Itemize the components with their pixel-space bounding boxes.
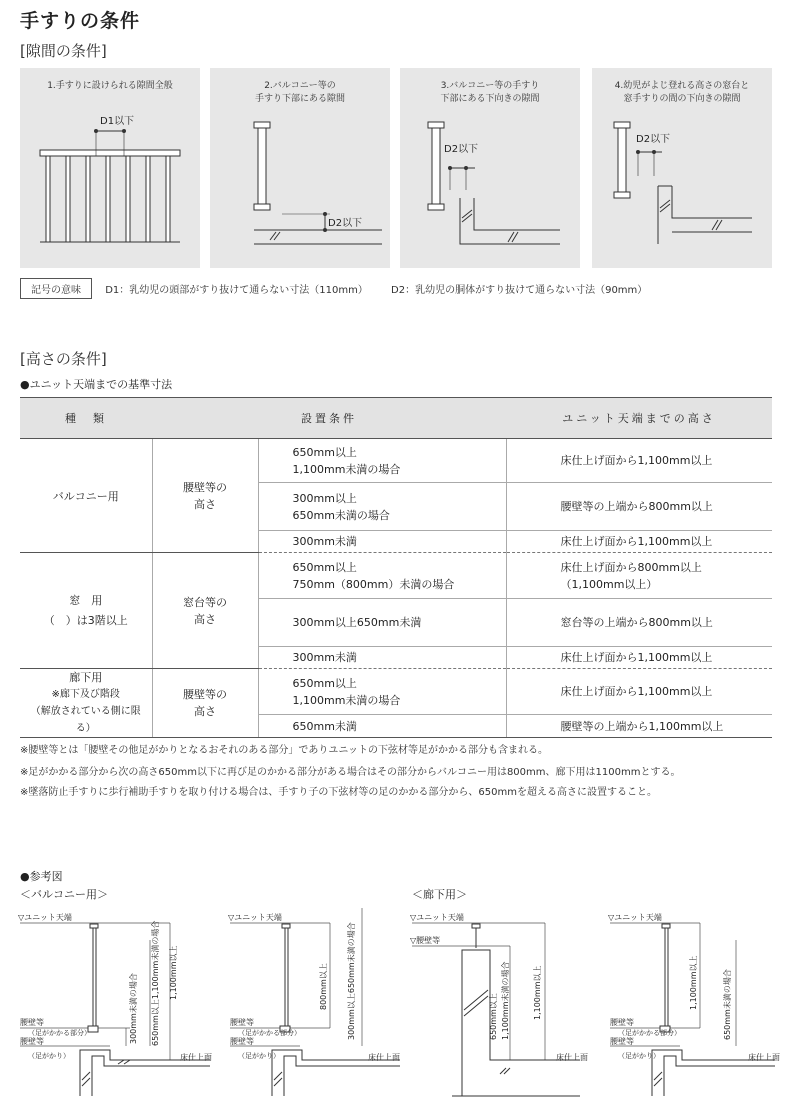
balcony-label: ＜バルコニー用＞ [20, 888, 108, 901]
reference-drawing [0, 900, 800, 1105]
koshikabe-label: 腰壁等 [610, 1018, 634, 1027]
reference-diagrams [0, 900, 800, 1105]
d1-label: D1以下 [100, 116, 135, 127]
legend-d2: D2：乳幼児の胴体がすり抜けて通らない寸法（90mm） [391, 285, 648, 296]
cond-cell: 300mm以上650mm未満 [258, 599, 506, 647]
koshikabe-label: 腰壁等 [230, 1018, 254, 1027]
koshikabe2-label: 腰壁等 [230, 1037, 254, 1046]
gap-panel-4 [592, 68, 772, 268]
header-height: ユニット天端までの高さ [506, 398, 772, 439]
koshikabe-label: 腰壁等 [20, 1018, 44, 1027]
gap-caption-4: 4.幼児がよじ登れる高さの窓台と 窓手すりの間の下向きの隙間 [614, 81, 750, 104]
height-cell: 床仕上げ面から1,100mm以上 [506, 439, 772, 483]
railing-gap-diagram-2 [210, 68, 390, 268]
window-gap-diagram-4 [592, 68, 772, 268]
height-bullet: ●ユニット天端までの基準寸法 [20, 378, 173, 391]
floor-label: 床仕上面 [368, 1053, 400, 1062]
height-table [20, 397, 772, 738]
height-cell: 腰壁等の上端から800mm以上 [506, 483, 772, 531]
note-2: ※足がかかる部分から次の高さ650mm以下に再び足のかかる部分がある場合はその部分からバルコニー用は800mm、廊下用は1100mmとする。 [20, 767, 681, 778]
gap-caption-1: 1.手すりに設けられる隙間全般 [47, 81, 173, 91]
reference-bullet: ●参考図 [20, 870, 63, 883]
koshikabe2-label: 腰壁等 [610, 1037, 634, 1046]
page-title: 手すりの条件 [20, 10, 141, 32]
table-header [20, 398, 772, 439]
cond-cell: 650mm未満 [258, 715, 506, 738]
railing-gap-diagram-3 [400, 68, 580, 268]
corridor-label: ＜廊下用＞ [412, 888, 467, 901]
floor-label: 床仕上面 [748, 1053, 780, 1062]
unit-top-label: ▽ユニット天端 [18, 913, 72, 922]
footing-label: （足がかり） [618, 1052, 660, 1060]
dim-b1-b: 650mm以上1,100mm未満の場合 [151, 920, 160, 1046]
table-row [20, 669, 772, 715]
gap-caption-3: 3.バルコニー等の手すり 下部にある下向きの隙間 [440, 81, 540, 104]
dim-b2-b: 300mm以上650mm未満の場合 [347, 922, 356, 1040]
koshikabe2-label: 腰壁等 [20, 1037, 44, 1046]
cond-cell: 650mm以上 1,100mm未満の場合 [258, 669, 506, 715]
footing-part-label: （足がかかる部分） [238, 1029, 301, 1037]
gap-panel-2 [210, 68, 390, 268]
factor-window: 窓台等の 高さ [152, 553, 258, 669]
corridor-diagram-1 [410, 912, 588, 1096]
cond-cell: 650mm以上 1,100mm未満の場合 [258, 439, 506, 483]
table-row [20, 553, 772, 599]
balcony-diagram-2 [228, 908, 400, 1096]
dim-b2-a: 800mm以上 [319, 963, 328, 1010]
height-cell: 腰壁等の上端から1,100mm以上 [506, 715, 772, 738]
legend-box: 記号の意味 [20, 278, 92, 299]
type-window: 窓 用 （ ）は3階以上 [20, 553, 152, 669]
corridor-diagram-2 [608, 912, 780, 1096]
header-type: 種 類 [20, 398, 152, 439]
dim-c1-c: 1,100mm以上 [533, 965, 542, 1020]
dim-c1-b: 1,100mm未満の場合 [501, 961, 510, 1040]
table-row [20, 439, 772, 483]
gap-panel-3 [400, 68, 580, 268]
unit-top-label: ▽ユニット天端 [410, 913, 464, 922]
height-cell: 床仕上げ面から800mm以上 （1,100mm以上） [506, 553, 772, 599]
type-balcony: バルコニー用 [20, 439, 152, 553]
dim-c2-a: 1,100mm以上 [689, 955, 698, 1010]
note-3: ※墜落防止手すりに歩行補助手すりを取り付ける場合は、手すり子の下弦材等の足のかかる部分から、650mmを超える高さに設置すること。 [20, 787, 657, 798]
gap-caption-2: 2.バルコニー等の 手すり下部にある隙間 [254, 81, 345, 104]
d2-label-4: D2以下 [636, 134, 671, 145]
type-corridor: 廊下用 ※廊下及び階段 （解放されている側に限る） [20, 669, 152, 738]
height-cell: 床仕上げ面から1,100mm以上 [506, 647, 772, 669]
cond-cell: 300mm未満 [258, 647, 506, 669]
dim-c2-b: 650mm未満の場合 [723, 969, 732, 1040]
floor-label: 床仕上面 [180, 1053, 212, 1062]
factor-balcony: 腰壁等の 高さ [152, 439, 258, 553]
header-cond: 設置条件 [152, 398, 506, 439]
legend-d1: D1：乳幼児の頭部がすり抜けて通らない寸法（110mm） [105, 285, 368, 296]
factor-corridor: 腰壁等の 高さ [152, 669, 258, 738]
d2-label-3: D2以下 [444, 144, 479, 155]
dim-b1-c: 1,100mm以上 [169, 945, 178, 1000]
balcony-diagram-1 [18, 912, 212, 1096]
unit-top-label: ▽ユニット天端 [228, 913, 282, 922]
dim-c1-a: 650mm以上 [489, 993, 498, 1040]
footing-part-label: （足がかかる部分） [618, 1029, 681, 1037]
d2-label-2: D2以下 [328, 218, 363, 229]
height-cell: 床仕上げ面から1,100mm以上 [506, 669, 772, 715]
railing-gap-diagram-1 [20, 68, 200, 268]
height-cell: 窓台等の上端から800mm以上 [506, 599, 772, 647]
floor-label: 床仕上面 [556, 1053, 588, 1062]
koshikabe-eq-label: ▽腰壁等 [410, 936, 441, 945]
cond-cell: 300mm未満 [258, 531, 506, 553]
dim-b1-a: 300mm未満の場合 [129, 973, 138, 1044]
gap-heading: [隙間の条件] [20, 42, 107, 60]
unit-top-label: ▽ユニット天端 [608, 913, 662, 922]
note-1: ※腰壁等とは「腰壁その他足がかりとなるおそれのある部分」でありユニットの下弦材等足がかかる部分も含まれる。 [20, 745, 548, 756]
height-heading: [高さの条件] [20, 350, 107, 368]
gap-panels [20, 68, 772, 268]
gap-panel-1 [20, 68, 200, 268]
footing-label: （足がかり） [28, 1052, 70, 1060]
symbol-legend [20, 278, 667, 299]
footing-part-label: （足がかかる部分） [28, 1029, 91, 1037]
cond-cell: 650mm以上 750mm（800mm）未満の場合 [258, 553, 506, 599]
cond-cell: 300mm以上 650mm未満の場合 [258, 483, 506, 531]
footing-label: （足がかり） [238, 1052, 280, 1060]
height-cell: 床仕上げ面から1,100mm以上 [506, 531, 772, 553]
